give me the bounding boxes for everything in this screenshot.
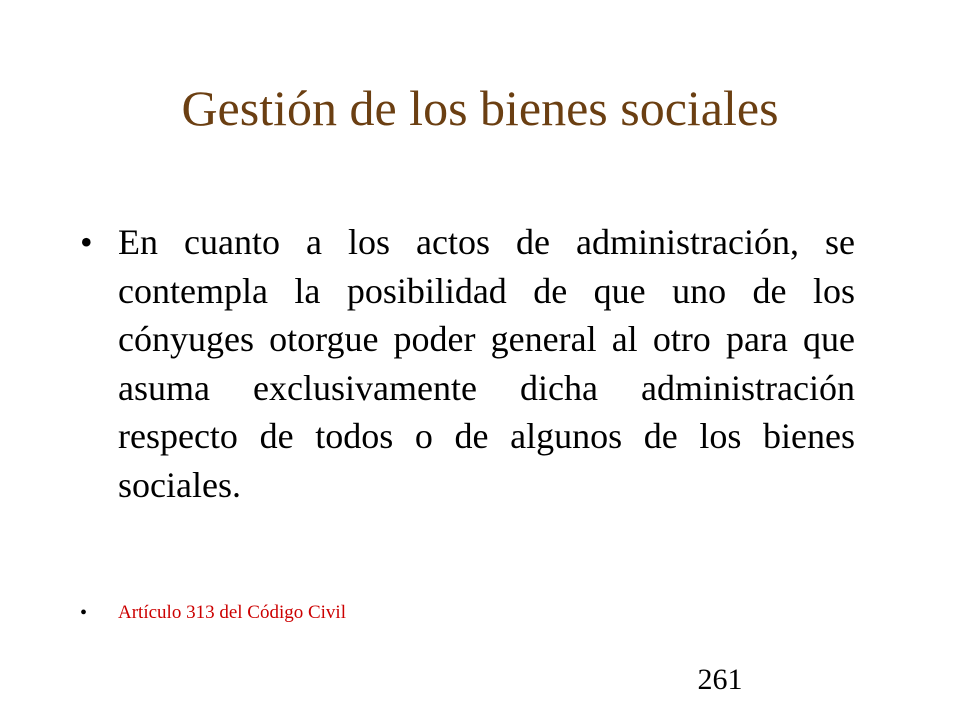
bullet-marker: • (80, 602, 88, 624)
page-number: 261 (697, 663, 743, 696)
legal-reference: Artículo 313 del Código Civil (118, 602, 346, 623)
bullet-marker: • (80, 222, 93, 262)
bullet-text-main: En cuanto a los actos de administración, se contempla la posibilidad de que uno de los cónyuges otorgue poder general al otro para que asuma exclusivamente dicha administración respecto de todos o de algunos de los bienes sociales. (118, 222, 855, 505)
bullet-item-main (80, 218, 855, 509)
bullet-item-reference (80, 600, 346, 626)
slide-title: Gestión de los bienes sociales (181, 80, 779, 136)
